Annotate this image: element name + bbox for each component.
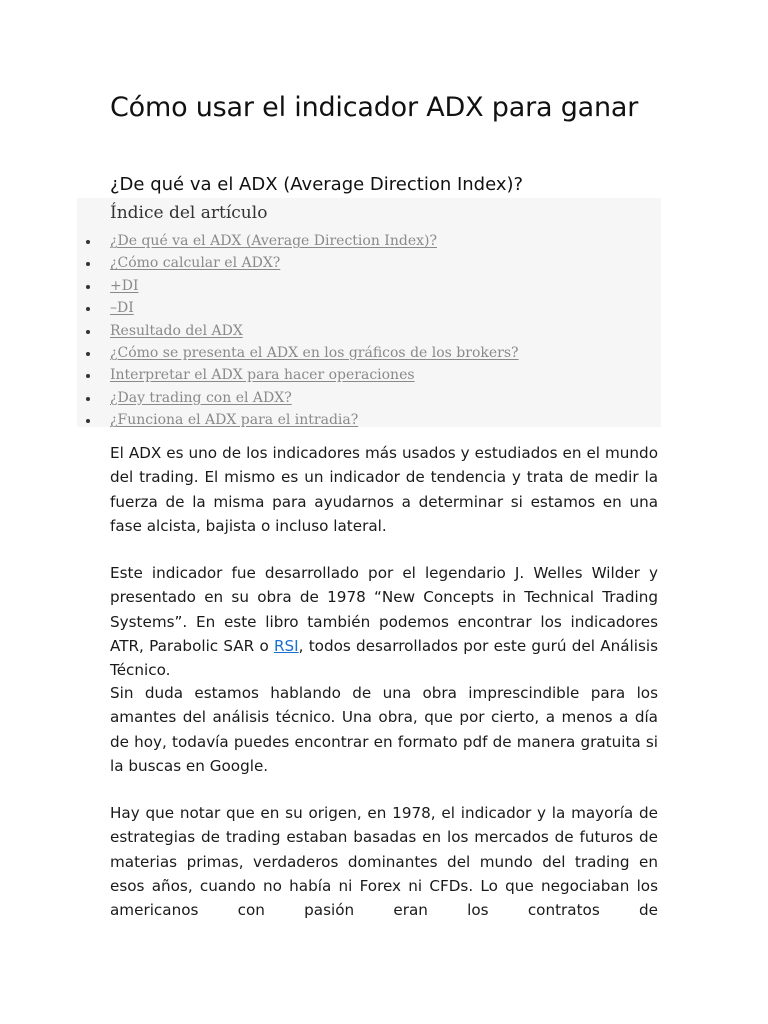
paragraph: Hay que notar que en su origen, en 1978, el indicador y la mayoría de estrategias de trading estaban basadas en los mercados de futuros de materias primas, verdaderos dominantes del mundo del trading en esos años, cuando no había ni Forex ni CFDs. Lo que negociaban los americanos con pasión eran los contratos de bbox=[110, 804, 658, 920]
table-of-contents bbox=[77, 198, 661, 427]
bullet-icon bbox=[86, 374, 90, 378]
bullet-icon bbox=[86, 307, 90, 311]
toc-link[interactable]: ¿Cómo se presenta el ADX en los gráficos de los brokers? bbox=[110, 344, 519, 361]
paragraph: El ADX es uno de los indicadores más usados y estudiados en el mundo del trading. El mismo es un indicador de tendencia y trata de medir la fuerza de la misma para ayudarnos a determinar si estamos en una fase alcista, bajista o incluso lateral. bbox=[110, 444, 658, 535]
toc-heading: Índice del artículo bbox=[110, 203, 268, 223]
toc-item bbox=[77, 342, 519, 364]
bullet-icon bbox=[86, 397, 90, 401]
bullet-icon bbox=[86, 285, 90, 289]
toc-item bbox=[77, 409, 519, 431]
article-title: Cómo usar el indicador ADX para ganar bbox=[110, 92, 639, 123]
toc-link[interactable]: Interpretar el ADX para hacer operaciones bbox=[110, 367, 415, 384]
bullet-icon bbox=[86, 240, 90, 244]
toc-link[interactable]: ¿Cómo calcular el ADX? bbox=[110, 255, 281, 272]
toc-link[interactable]: Resultado del ADX bbox=[110, 322, 243, 339]
paragraph-text: , todos desarrollados por este gurú del Análisis Técnico. bbox=[110, 636, 659, 680]
toc-link[interactable]: +DI bbox=[110, 277, 139, 294]
bullet-icon bbox=[86, 352, 90, 356]
toc-item bbox=[77, 387, 519, 409]
bullet-icon bbox=[86, 262, 90, 266]
paragraph: Sin duda estamos hablando de una obra imprescindible para los amantes del análisis técnico. Una obra, que por cierto, a menos a día de hoy, todavía puedes encontrar en formato pdf de manera gratuita si la buscas en Google. bbox=[110, 684, 658, 775]
bullet-icon bbox=[86, 330, 90, 334]
toc-link[interactable]: ¿De qué va el ADX (Average Direction Index)? bbox=[110, 233, 437, 249]
paragraph bbox=[110, 561, 658, 682]
toc-link[interactable]: ¿Funciona el ADX para el intradia? bbox=[110, 412, 359, 429]
paragraph-text: Este indicador fue desarrollado por el legendario J. Welles Wilder y presentado en su obra de 1978 “New Concepts in Technical Trading Systems”. En este libro también podemos encontrar los indicadores ATR, Parabolic SAR o bbox=[110, 564, 658, 655]
bullet-icon bbox=[86, 419, 90, 423]
rsi-link[interactable]: RSI bbox=[273, 636, 299, 655]
toc-item bbox=[77, 252, 519, 274]
toc-item bbox=[77, 230, 519, 252]
toc-item bbox=[77, 320, 519, 342]
toc-item bbox=[77, 275, 519, 297]
toc-item bbox=[77, 364, 519, 386]
toc-item bbox=[77, 297, 519, 319]
toc-link[interactable]: –DI bbox=[110, 300, 134, 317]
toc-link[interactable]: ¿Day trading con el ADX? bbox=[110, 389, 292, 406]
section-heading: ¿De qué va el ADX (Average Direction Index)? bbox=[110, 174, 524, 195]
toc-list bbox=[77, 230, 519, 432]
